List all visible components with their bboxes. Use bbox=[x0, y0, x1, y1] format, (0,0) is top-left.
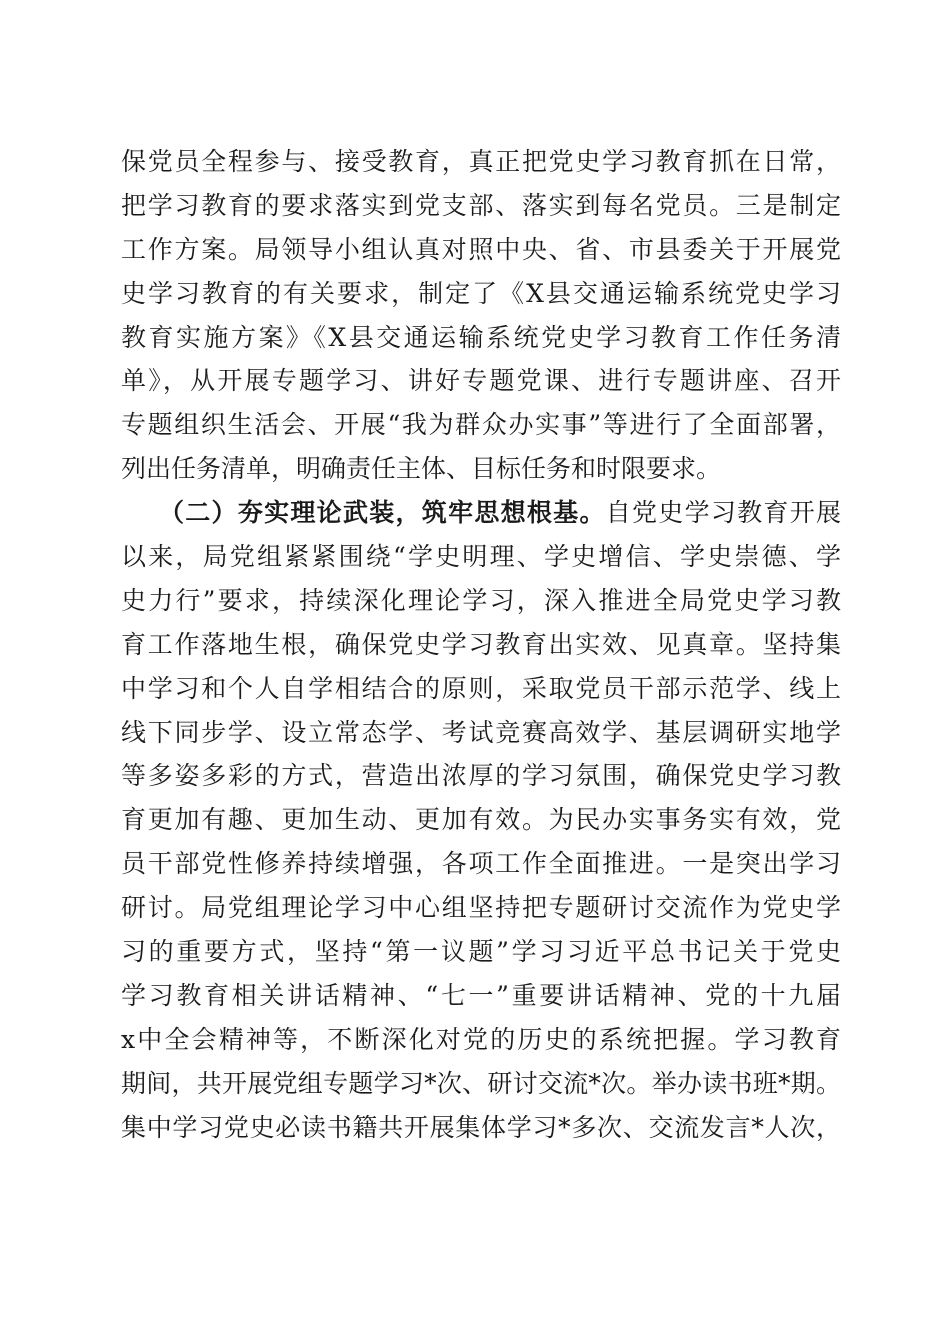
text-line: 集中学习党史必读书籍共开展集体学习*多次、交流发言*人次， bbox=[121, 1112, 841, 1142]
text-line: 中学习和个人自学相结合的原则，采取党员干部示范学、线上 bbox=[121, 673, 841, 703]
text-line: 期间，共开展党组专题学习*次、研讨交流*次。举办读书班*期。 bbox=[121, 1068, 841, 1098]
section-heading-rest: 自党史学习教育开展 bbox=[605, 498, 841, 528]
text-line: 史学习教育的有关要求，制定了《X县交通运输系统党史学习 bbox=[121, 278, 841, 308]
text-line: 史力行”要求，持续深化理论学习，深入推进全局党史学习教 bbox=[121, 585, 841, 615]
text-line: 教育实施方案》《X县交通运输系统党史学习教育工作任务清 bbox=[121, 322, 841, 352]
text-line: 员干部党性修养持续增强，各项工作全面推进。一是突出学习 bbox=[121, 849, 841, 879]
text-line: 工作方案。局领导小组认真对照中央、省、市县委关于开展党 bbox=[121, 234, 841, 264]
text-line: 育更加有趣、更加生动、更加有效。为民办实事务实有效，党 bbox=[121, 805, 841, 835]
section-heading: （二）夯实理论武装，筑牢思想根基。 bbox=[159, 498, 606, 528]
text-line: 学习教育相关讲话精神、“七一”重要讲话精神、党的十九届 bbox=[121, 980, 841, 1010]
text-line: 列出任务清单，明确责任主体、目标任务和时限要求。 bbox=[121, 454, 722, 484]
text-line: 线下同步学、设立常态学、考试竞赛高效学、基层调研实地学 bbox=[121, 717, 841, 747]
text-line: 保党员全程参与、接受教育，真正把党史学习教育抓在日常， bbox=[121, 147, 841, 176]
text-line: 以来，局党组紧紧围绕“学史明理、学史增信、学史崇德、学 bbox=[121, 542, 841, 572]
text-line: 专题组织生活会、开展“我为群众办实事”等进行了全面部署， bbox=[121, 410, 841, 440]
text-line: 习的重要方式，坚持“第一议题”学习习近平总书记关于党史 bbox=[121, 937, 841, 967]
text-line: 育工作落地生根，确保党史学习教育出实效、见真章。坚持集 bbox=[121, 629, 841, 659]
text-line: 把学习教育的要求落实到党支部、落实到每名党员。三是制定 bbox=[121, 190, 841, 220]
text-line: 研讨。局党组理论学习中心组坚持把专题研讨交流作为党史学 bbox=[121, 893, 841, 923]
text-line: 等多姿多彩的方式，营造出浓厚的学习氛围，确保党史学习教 bbox=[121, 761, 841, 791]
text-line: x中全会精神等，不断深化对党的历史的系统把握。学习教育 bbox=[121, 1024, 841, 1054]
text-line: 单》，从开展专题学习、讲好专题党课、进行专题讲座、召开 bbox=[121, 366, 841, 396]
document-body bbox=[121, 140, 841, 1149]
section-heading-line bbox=[121, 491, 841, 535]
